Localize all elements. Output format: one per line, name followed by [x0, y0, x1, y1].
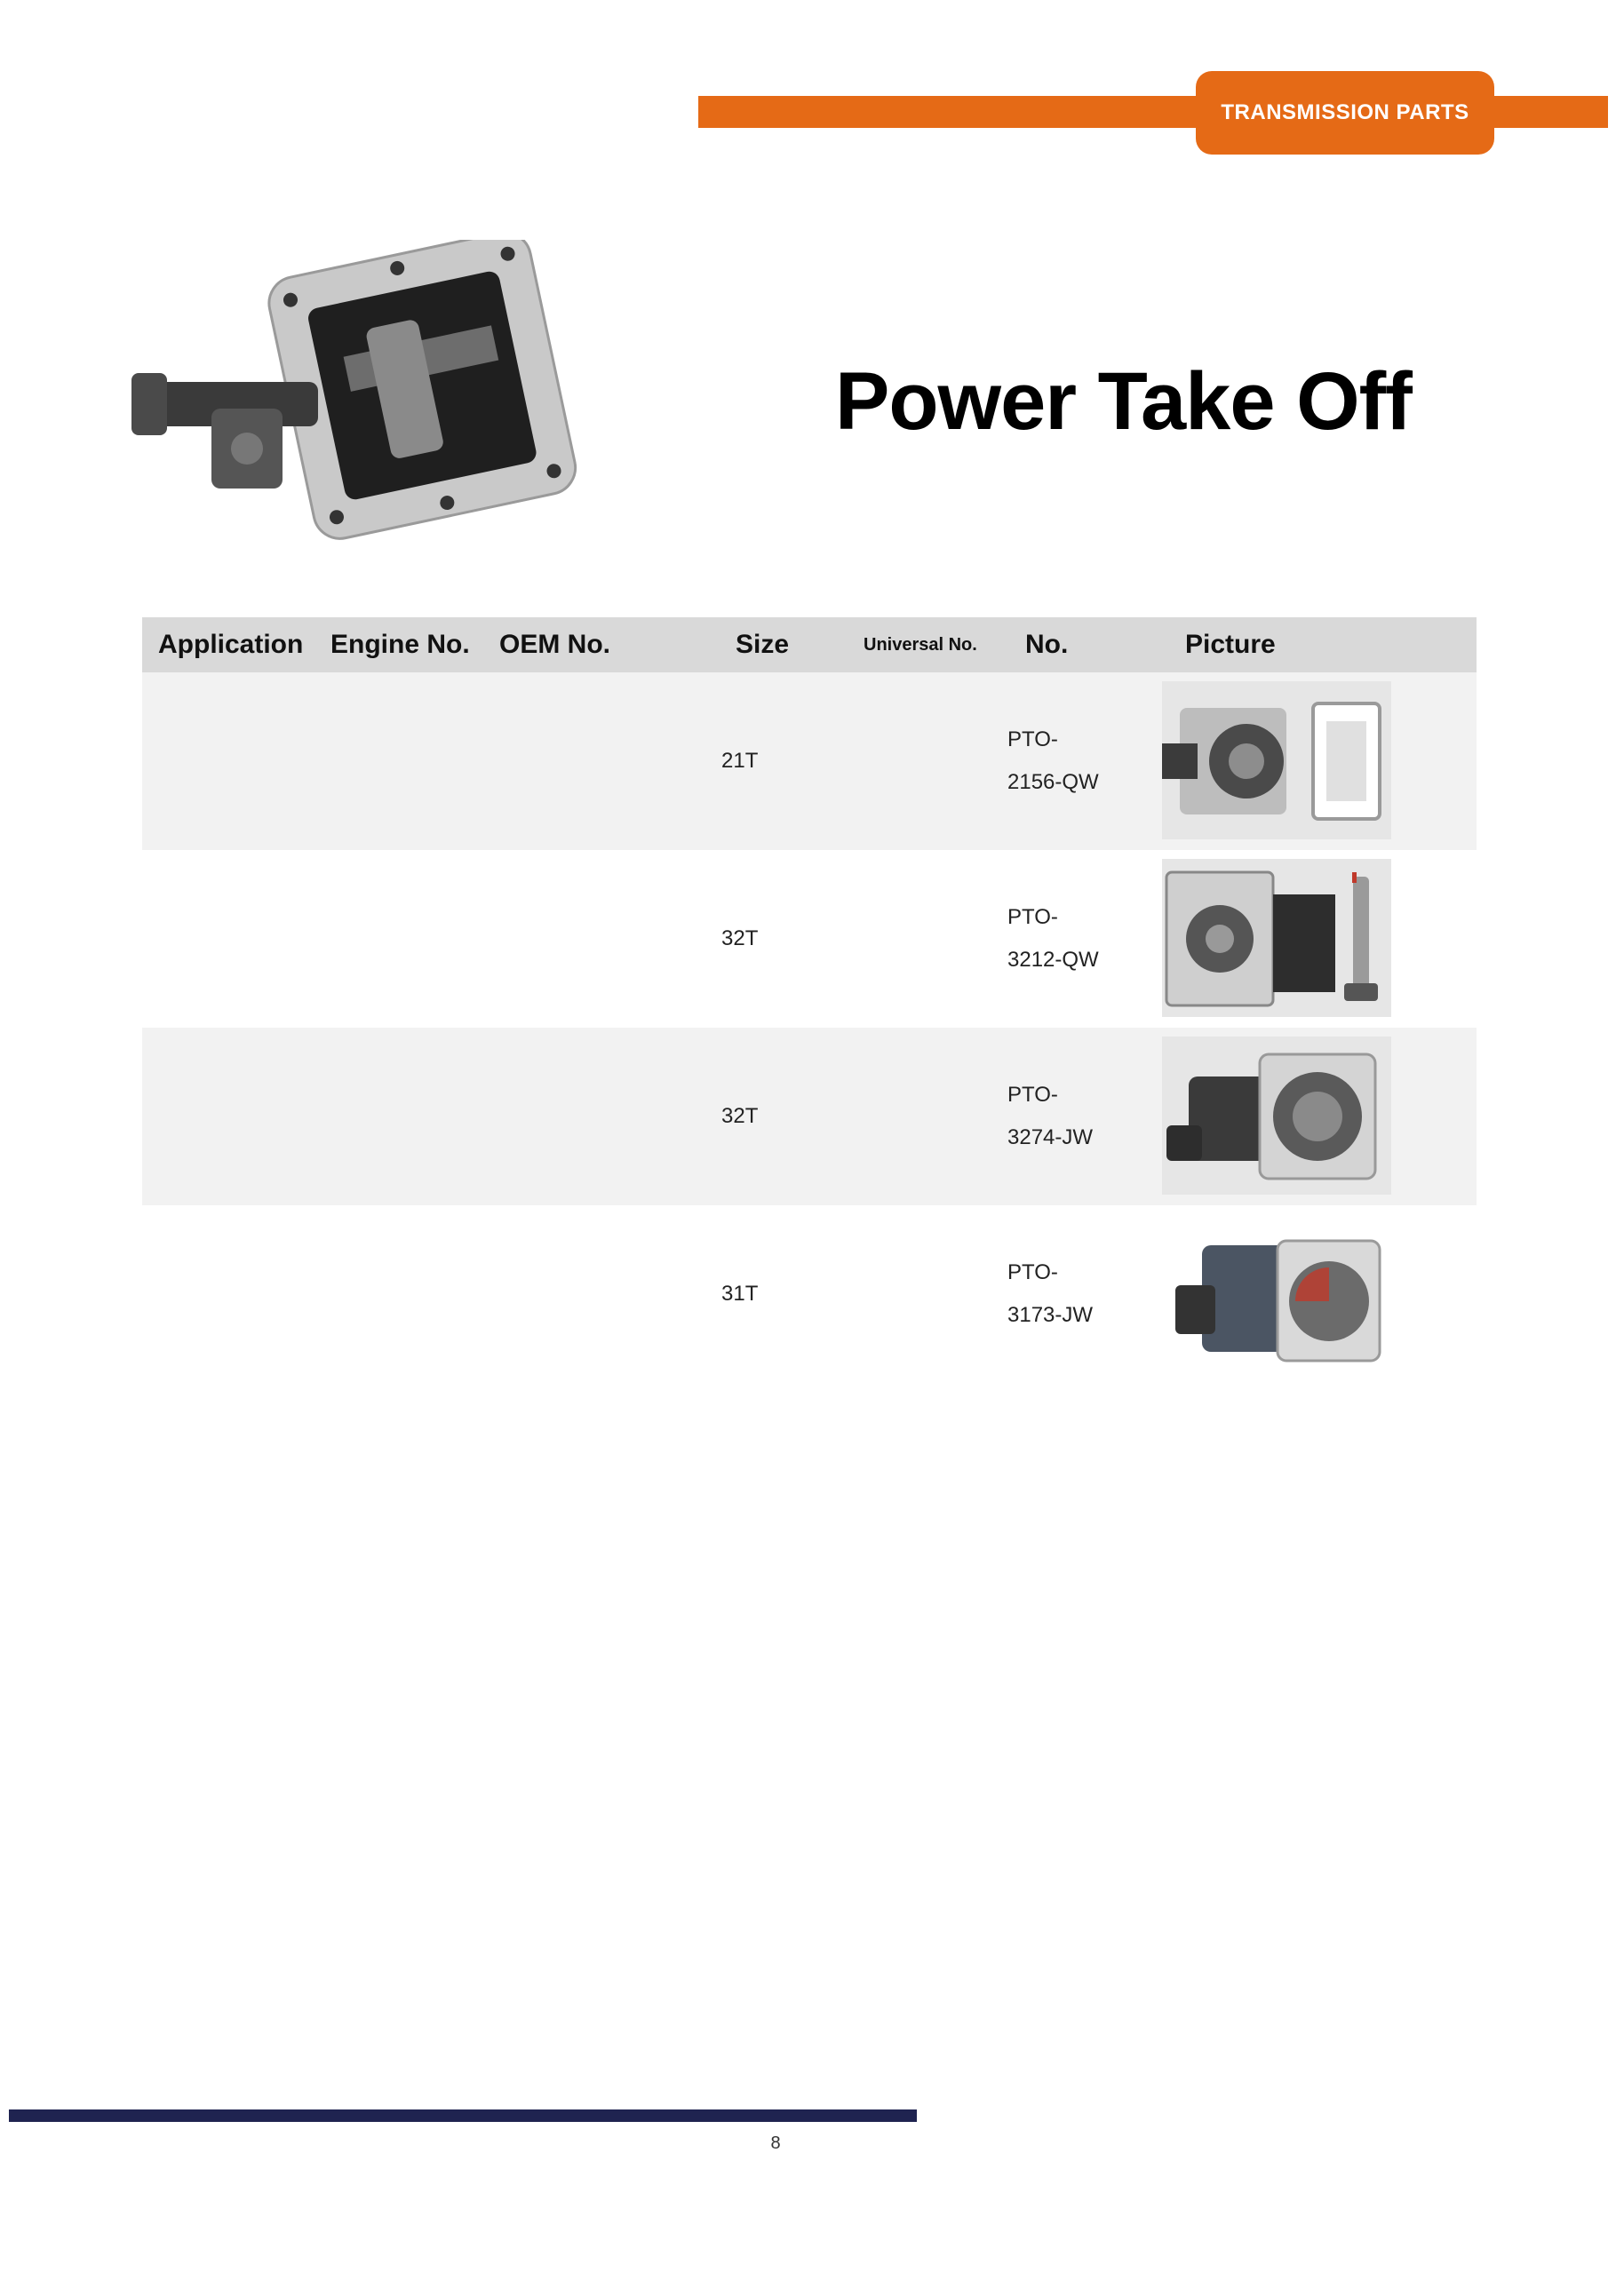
part-no-suffix: 3274-JW [1007, 1125, 1094, 1149]
table-row [142, 1205, 1477, 1383]
part-no-suffix: 2156-QW [1007, 770, 1099, 794]
section-tab [1196, 71, 1494, 155]
table-row [142, 672, 1477, 850]
product-picture [1162, 681, 1391, 839]
part-no-suffix: 3212-QW [1007, 948, 1099, 972]
table-header [142, 617, 1477, 672]
pto-hero-image [131, 240, 611, 568]
part-no-cell [1007, 1028, 1093, 1205]
product-picture [1162, 1037, 1391, 1195]
section-label: TRANSMISSION PARTS [1221, 100, 1469, 124]
part-no-suffix: 3173-JW [1007, 1303, 1094, 1327]
parts-table [142, 617, 1477, 1383]
part-no-prefix: PTO- [1007, 905, 1058, 929]
part-no-prefix: PTO- [1007, 1083, 1058, 1107]
part-no-cell [1007, 1205, 1093, 1383]
col-application: Application [158, 630, 304, 659]
col-size: Size [736, 630, 790, 659]
table-row [142, 850, 1477, 1028]
size-cell: 21T [721, 749, 759, 773]
page-title: Power Take Off [835, 356, 1412, 447]
table-row [142, 1028, 1477, 1205]
size-cell: 31T [721, 1282, 759, 1306]
product-picture [1162, 1214, 1391, 1372]
size-cell: 32T [721, 1104, 759, 1128]
page-number: 8 [770, 2133, 781, 2153]
col-oem-no: OEM No. [499, 630, 610, 659]
part-no-cell [1007, 850, 1099, 1028]
part-no-prefix: PTO- [1007, 727, 1058, 751]
col-no: No. [1025, 630, 1069, 659]
product-picture [1162, 859, 1391, 1017]
col-picture: Picture [1185, 630, 1276, 659]
part-no-cell [1007, 672, 1099, 850]
size-cell: 32T [721, 926, 759, 950]
part-no-prefix: PTO- [1007, 1260, 1058, 1284]
footer-accent-bar [9, 2109, 917, 2122]
col-engine-no: Engine No. [330, 630, 470, 659]
col-universal-no: Universal No. [864, 635, 977, 655]
